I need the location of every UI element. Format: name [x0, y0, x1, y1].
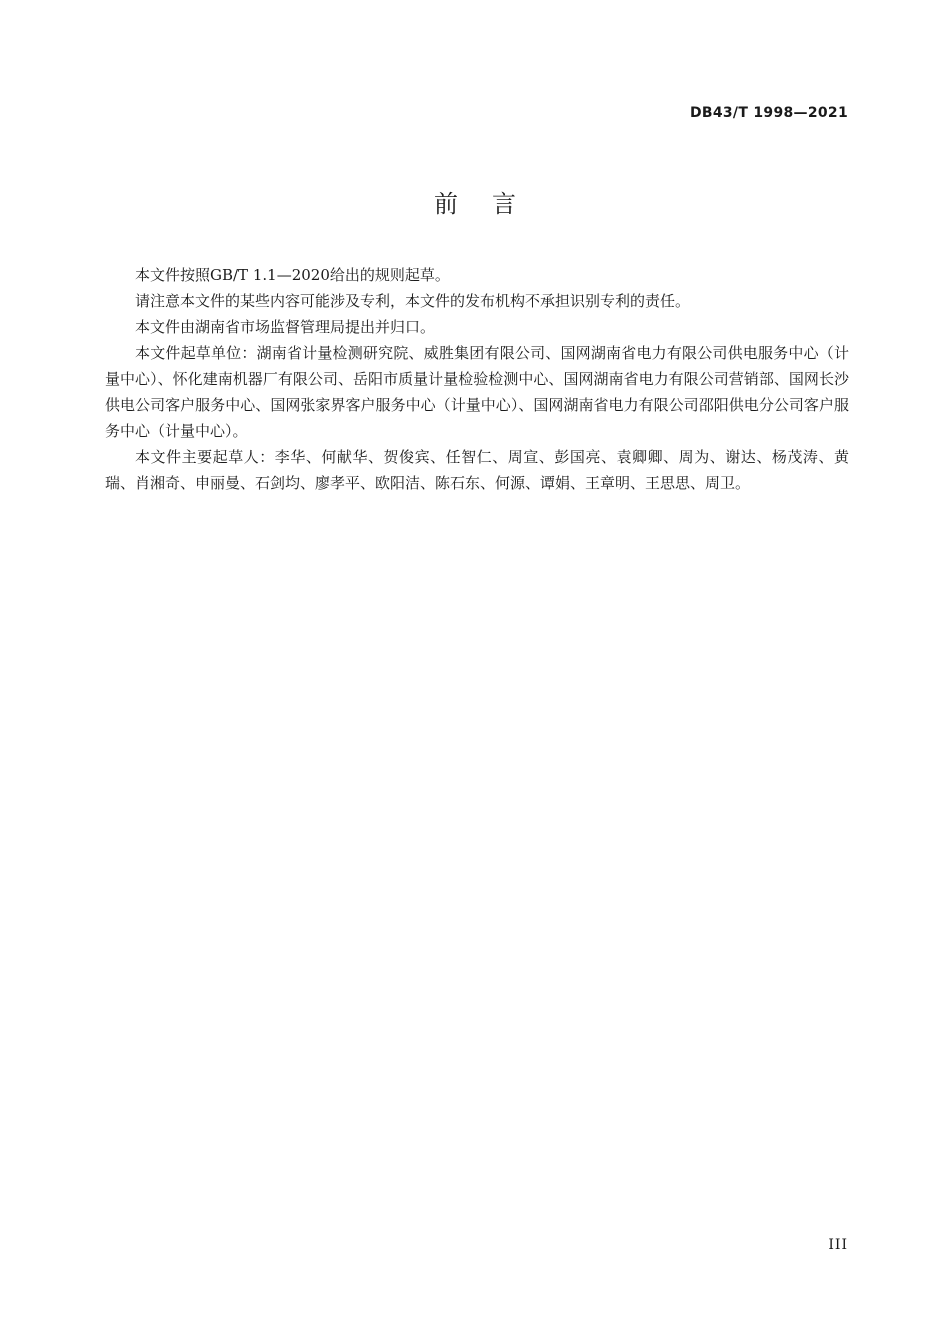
foreword-body [105, 262, 849, 496]
paragraph-drafters: 本文件主要起草人：李华、何献华、贺俊宾、任智仁、周宣、彭国亮、袁卿卿、周为、谢达、杨茂涛、黄瑞、肖湘奇、申丽曼、石剑均、廖孝平、欧阳洁、陈石东、何源、谭娟、王章明、王思思、周卫。 [105, 448, 849, 492]
paragraph-proposer: 本文件由湖南省市场监督管理局提出并归口。 [135, 318, 436, 336]
paragraph-drafting-units: 本文件起草单位：湖南省计量检测研究院、威胜集团有限公司、国网湖南省电力有限公司供电服务中心（计量中心）、怀化建南机器厂有限公司、岳阳市质量计量检验检测中心、国网湖南省电力有限公司营销部、国网长沙供电公司客户服务中心、国网张家界客户服务中心（计量中心）、国网湖南省电力有限公司邵阳供电分公司客户服务中心（计量中心）。 [105, 344, 849, 440]
paragraph-drafting-rules: 本文件按照GB/T 1.1—2020给出的规则起草。 [135, 266, 450, 284]
paragraph-patent-notice: 请注意本文件的某些内容可能涉及专利，本文件的发布机构不承担识别专利的责任。 [135, 292, 691, 310]
document-code: DB43/T 1998—2021 [689, 105, 848, 121]
page-number: III [828, 1237, 848, 1253]
page-title: 前言 [434, 190, 550, 218]
